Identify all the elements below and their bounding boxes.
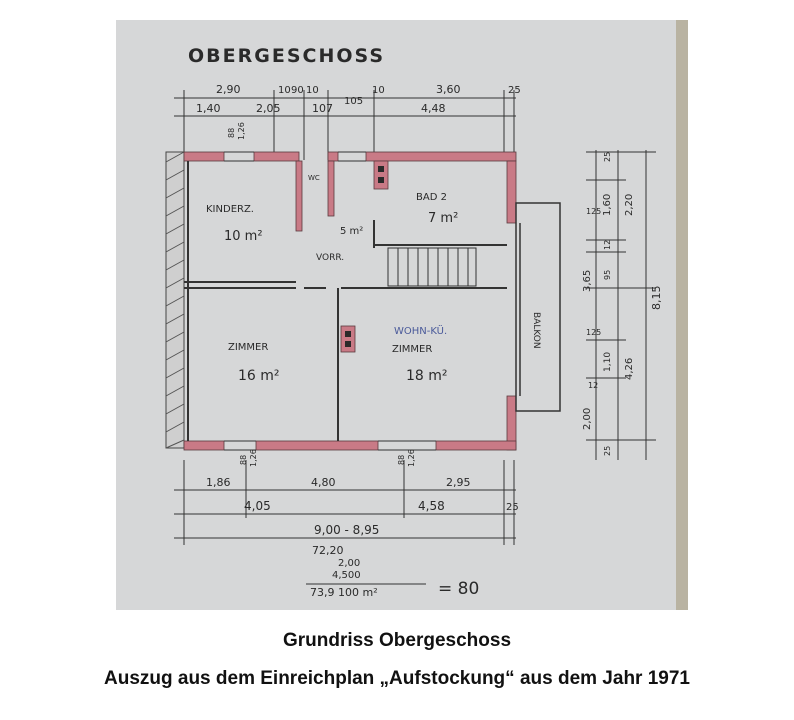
dim-top-6: 3,60 bbox=[436, 83, 461, 96]
room-bad-label: BAD 2 bbox=[416, 192, 447, 203]
dim-total: 9,00 - 8,95 bbox=[314, 523, 380, 537]
calc-line-4: 73,9 100 m² bbox=[310, 586, 378, 599]
dim-right-6: 95 bbox=[603, 269, 612, 280]
dim-right-7: 3,65 bbox=[582, 269, 593, 292]
room-zimmer-right-label: ZIMMER bbox=[392, 344, 433, 355]
dim-top-1: 2,90 bbox=[216, 83, 241, 96]
opening-dim-5: 88 bbox=[397, 454, 406, 465]
dim-right-3: 2,20 bbox=[624, 193, 635, 216]
dim-top-12: 4,48 bbox=[421, 102, 446, 115]
dim-top-3: 90 bbox=[291, 85, 304, 96]
dim-bottom-4: 4,05 bbox=[244, 499, 271, 513]
dim-right-total: 8,15 bbox=[650, 285, 663, 310]
dim-top-2: 10 bbox=[278, 85, 291, 96]
room-zimmer-left-label: ZIMMER bbox=[228, 342, 269, 353]
floor-plan-drawing bbox=[116, 20, 688, 610]
dim-right-13: 25 bbox=[603, 445, 612, 456]
room-kinderzimmer-label: KINDERZ. bbox=[206, 204, 254, 215]
dim-right-1: 25 bbox=[603, 151, 612, 162]
dim-top-9: 2,05 bbox=[256, 102, 281, 115]
opening-dim-1: 88 bbox=[227, 127, 236, 138]
opening-dim-4: 1,26 bbox=[249, 449, 258, 467]
room-wc-label: WC bbox=[308, 174, 320, 182]
dim-right-8: 125 bbox=[586, 328, 602, 337]
dim-bottom-3: 2,95 bbox=[446, 476, 471, 489]
dim-bottom-1: 1,86 bbox=[206, 476, 231, 489]
dim-right-9: 1,10 bbox=[603, 351, 613, 372]
calc-line-1: 72,20 bbox=[312, 544, 344, 557]
dim-bottom-5: 4,58 bbox=[418, 499, 445, 513]
calc-line-2: 2,00 bbox=[338, 558, 361, 569]
calc-result: = 80 bbox=[438, 579, 480, 599]
dim-top-4: 10 bbox=[306, 85, 319, 96]
dim-bottom-6: 25 bbox=[506, 502, 519, 513]
dim-bottom-2: 4,80 bbox=[311, 476, 336, 489]
opening-dim-6: 1,26 bbox=[407, 449, 416, 467]
dim-right-4: 125 bbox=[586, 207, 602, 216]
room-bad-area: 7 m² bbox=[428, 211, 459, 226]
dim-top-7: 25 bbox=[508, 85, 521, 96]
room-vorraum-label: VORR. bbox=[316, 253, 345, 263]
dim-right-11: 12 bbox=[588, 381, 599, 390]
plan-heading: OBERGESCHOSS bbox=[188, 45, 386, 67]
calc-line-3: 4,500 bbox=[332, 570, 361, 581]
caption-title: Grundriss Obergeschoss bbox=[282, 630, 512, 651]
room-zimmer-left-area: 16 m² bbox=[238, 368, 280, 384]
room-wohnkueche-label: WOHN-KÜ. bbox=[394, 326, 448, 337]
dim-top-11: 105 bbox=[344, 96, 364, 107]
hatched-party-wall bbox=[166, 152, 184, 448]
opening-dim-2: 1,26 bbox=[237, 122, 246, 140]
caption-subtitle: Auszug aus dem Einreichplan „Aufstockung“ aus dem Jahr 1971 bbox=[104, 668, 690, 689]
balkon-label: BALKON bbox=[531, 312, 541, 349]
room-kinderzimmer-area: 10 m² bbox=[224, 229, 263, 244]
dim-right-2: 1,60 bbox=[602, 193, 613, 216]
room-zimmer-right-area: 18 m² bbox=[406, 368, 448, 384]
dim-right-12: 2,00 bbox=[582, 407, 593, 430]
paper-binding-edge bbox=[676, 20, 688, 610]
dim-right-10: 4,26 bbox=[624, 357, 635, 380]
dim-top-10: 107 bbox=[312, 102, 333, 115]
dim-right-5: 12 bbox=[603, 239, 612, 250]
opening-dim-3: 88 bbox=[239, 454, 248, 465]
dim-top-8: 1,40 bbox=[196, 102, 221, 115]
floor-plan bbox=[116, 20, 688, 610]
room-vorraum-area: 5 m² bbox=[340, 226, 364, 237]
dim-top-5: 10 bbox=[372, 85, 385, 96]
